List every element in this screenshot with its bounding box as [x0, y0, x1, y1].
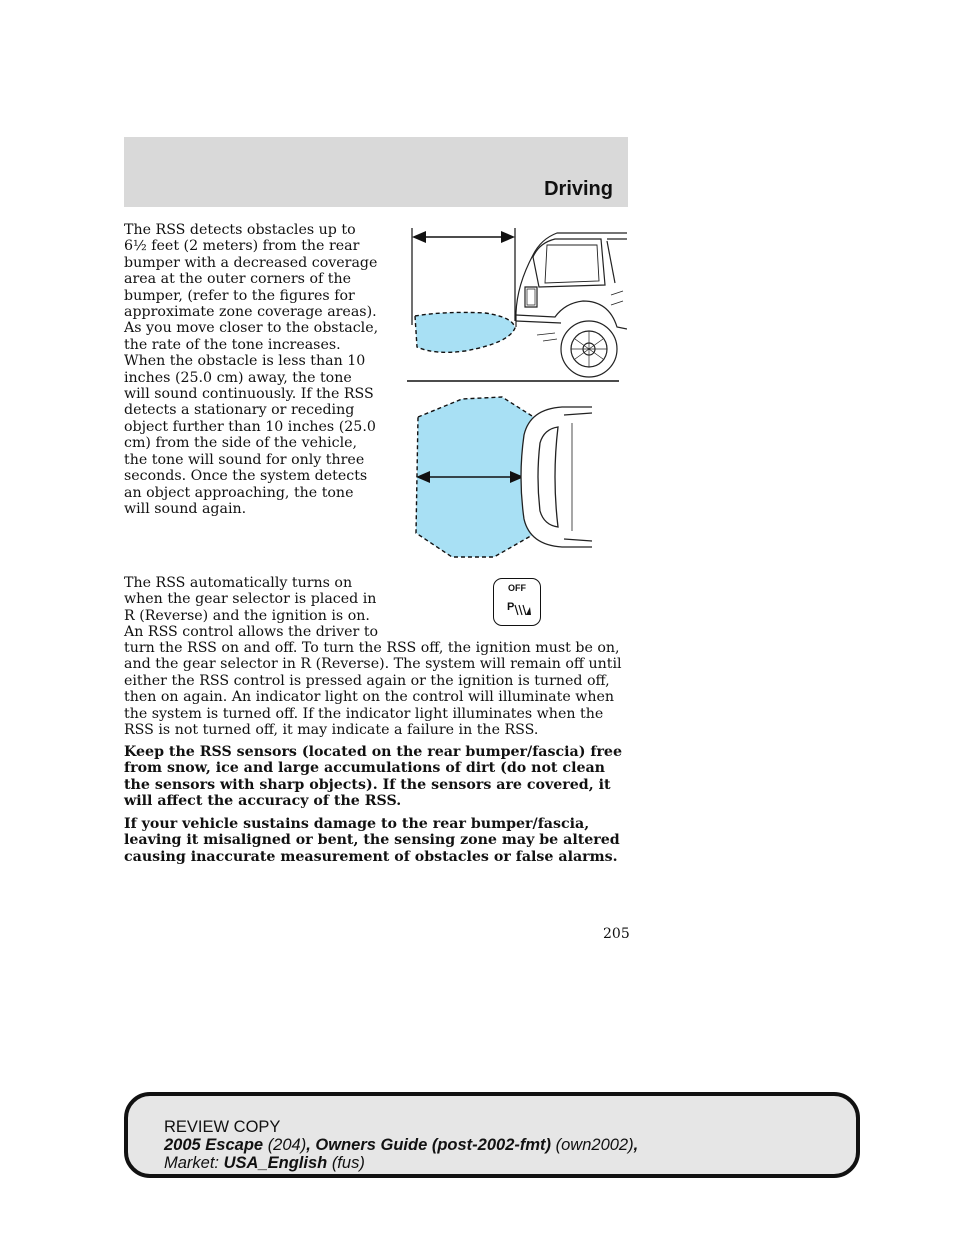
warning-sensor-cleaning: Keep the RSS sensors (located on the rear bumper/fascia) free from snow, ice and large accumulations of dirt (do not clean the sensors with sharp objects). If the sensors are covered, it will affect the accuracy of the RSS. [124, 744, 622, 810]
rss-park-symbol: P [507, 601, 515, 613]
footer-guide-code: (own2002) [555, 1136, 634, 1154]
footer-guide: Owners Guide (post-2002-fmt) [315, 1136, 552, 1154]
vehicle-top-icon [521, 407, 592, 547]
vehicle-rear-icon [516, 233, 627, 377]
footer-market-label: Market: [164, 1154, 220, 1172]
sensor-waves-icon [514, 603, 532, 617]
rss-off-label: OFF [508, 583, 526, 593]
footer-model-line: 2005 Escape (204), Owners Guide (post-2002-fmt) (own2002), [164, 1136, 639, 1154]
warning-bumper-damage: If your vehicle sustains damage to the rear bumper/fascia, leaving it misaligned or bent, the sensing zone may be altered causing inaccurate measurement of obstacles or false alarms. [124, 816, 620, 865]
footer-market: USA_English [223, 1154, 328, 1172]
range-arrow-head-left [412, 231, 426, 243]
page-number: 205 [603, 926, 630, 942]
footer-market-line [164, 1154, 638, 1172]
footer-model-code: (204) [267, 1136, 307, 1154]
rss-side-view-figure [405, 225, 627, 385]
section-header-band [124, 137, 628, 207]
range-arrow-head-right [501, 231, 515, 243]
rss-top-view-figure [412, 395, 597, 560]
paragraph-rss-detection: The RSS detects obstacles up to 6½ feet (2 meters) from the rear bumper with a decreased coverage area at the outer corners of the bumper, (refer to the figures for approximate zone coverage areas). As you move closer to the obstacle, the rate of the tone increases. When the obstacle is less than 10 inches (25.0 cm) away, the tone will sound continuously. If the RSS detects a stationary or receding object further than 10 inches (25.0 cm) from the side of the vehicle, the tone will sound for only three seconds. Once the system detects an object approaching, the tone will sound again. [124, 222, 379, 517]
coverage-zone-side [415, 312, 515, 352]
paragraph-rss-control-intro: The RSS automatically turns on when the gear selector is placed in R (Reverse) and the ignition is on. An RSS control allows the driver to [124, 575, 379, 641]
review-copy-footer [124, 1092, 860, 1178]
rss-off-button-icon [493, 578, 541, 626]
footer-review-copy: REVIEW COPY [164, 1118, 281, 1136]
section-title: Driving [544, 178, 613, 200]
footer-model: 2005 Escape [164, 1136, 264, 1154]
footer-market-code: (fus) [331, 1154, 365, 1172]
footer-text [164, 1118, 638, 1172]
paragraph-rss-control-detail: turn the RSS on and off. To turn the RSS off, the ignition must be on, and the gear selector in R (Reverse). The system will remain off until either the RSS control is pressed again or the ignition is turned off, then on again. An indicator light on the control will illuminate when the system is turned off. If the indicator light illuminates when the RSS is not turned off, it may indicate a failure in the RSS. [124, 640, 622, 739]
